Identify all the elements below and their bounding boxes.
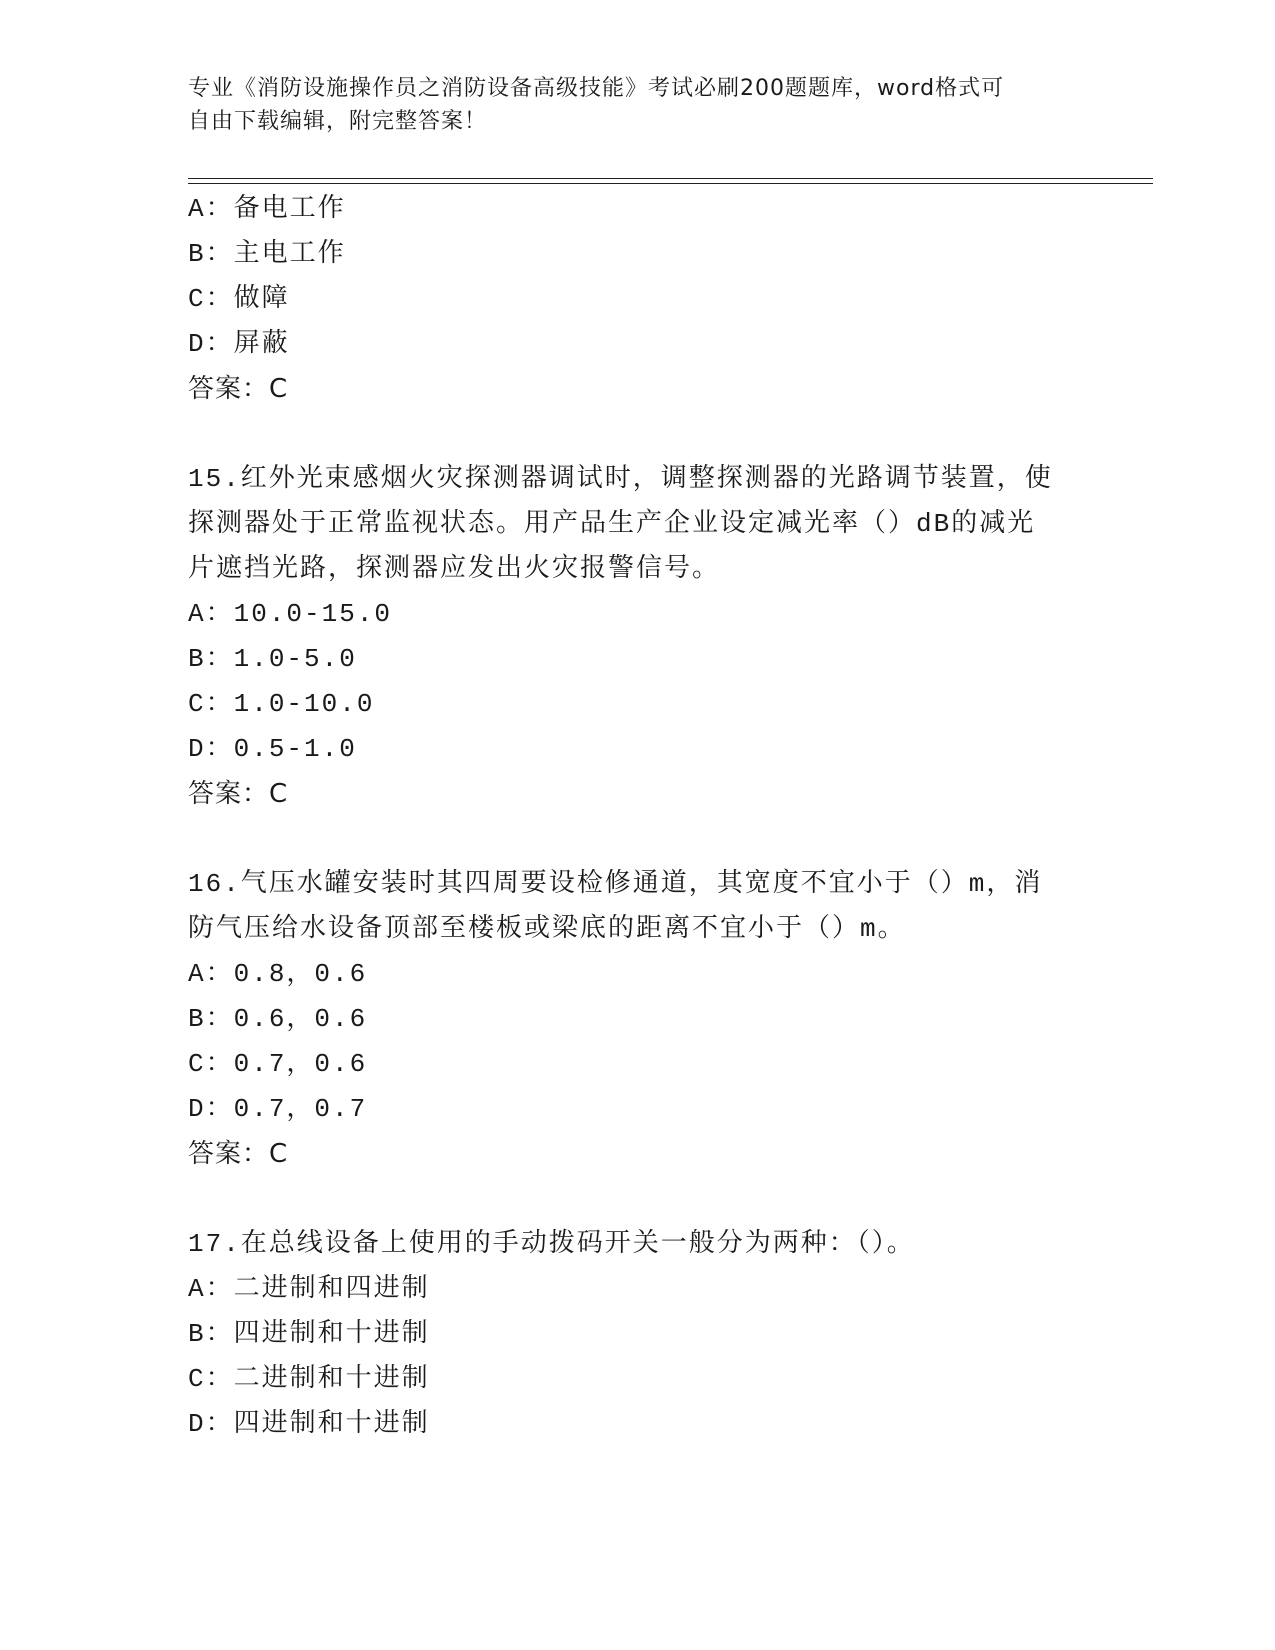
q16-option-d-text: 0.7，0.7 [233,1094,368,1124]
q16-option-b-text: 0.6，0.6 [233,1004,368,1034]
q15-stem-line-3: 片遮挡光路，探测器应发出火灾报警信号。 [188,554,721,584]
q17-option-b-letter: B： [188,1319,234,1349]
q15-option-d [188,732,357,766]
q16-option-d [188,1092,367,1126]
q15-option-c [188,687,374,721]
q16-option-c-letter: C： [188,1049,234,1079]
q15-option-a-letter: A： [188,599,234,629]
q17-stem-line-1: 17.在总线设备上使用的手动拨码开关一般分为两种：（）。 [188,1229,915,1259]
q15-option-b-text: 1.0-5.0 [233,644,357,674]
q17-option-a [188,1272,430,1306]
q17-option-b [188,1317,430,1351]
q15-option-a [188,597,392,631]
q14-option-b [188,237,346,271]
q16-option-c-text: 0.7，0.6 [233,1049,368,1079]
header-line-1: 专业《消防设施操作员之消防设备高级技能》考试必刷200题题库，word格式可 [188,76,1005,101]
q15-option-c-letter: C： [188,689,234,719]
q15-option-c-text: 1.0-10.0 [233,689,375,719]
q16-stem-line-2: 防气压给水设备顶部至楼板或梁底的距离不宜小于（）m。 [188,914,906,944]
q16-stem-line-1: 16.气压水罐安装时其四周要设检修通道，其宽度不宜小于（）m，消 [188,869,1043,899]
q15-option-b [188,642,357,676]
q14-option-d [188,327,290,361]
q16-option-c [188,1047,367,1081]
q16-option-a [188,957,367,991]
q17-option-a-letter: A： [188,1274,234,1304]
q16-option-b-letter: B： [188,1004,234,1034]
q17-option-c [188,1362,430,1396]
q16-option-a-text: 0.8，0.6 [233,959,368,989]
q14-option-a [188,192,346,226]
q15-option-b-letter: B： [188,644,234,674]
q17-option-c-letter: C： [188,1364,234,1394]
q14-answer: 答案：C [188,374,289,404]
q14-option-a-text: 备电工作 [233,194,346,224]
q17-option-d-text: 四进制和十进制 [233,1409,430,1439]
header-line-2: 自由下载编辑，附完整答案！ [188,109,488,134]
q15-answer: 答案：C [188,779,289,809]
q14-option-b-letter: B： [188,239,234,269]
q15-stem-line-1: 15.红外光束感烟火灾探测器调试时，调整探测器的光路调节装置，使 [188,464,1053,494]
q17-option-d-letter: D： [188,1409,234,1439]
header-divider-top [188,178,1153,179]
q16-option-a-letter: A： [188,959,234,989]
q14-option-c-text: 做障 [233,284,290,314]
q16-answer: 答案：C [188,1139,289,1169]
q14-option-d-letter: D： [188,329,234,359]
q15-stem-line-2: 探测器处于正常监视状态。用产品生产企业设定减光率（）dB的减光 [188,509,1036,539]
q17-option-c-text: 二进制和十进制 [233,1364,430,1394]
q16-option-d-letter: D： [188,1094,234,1124]
q15-option-a-text: 10.0-15.0 [233,599,393,629]
header-divider-bottom [188,183,1153,184]
q15-option-d-letter: D： [188,734,234,764]
q17-option-a-text: 二进制和四进制 [233,1274,430,1304]
q14-option-c-letter: C： [188,284,234,314]
q17-option-b-text: 四进制和十进制 [233,1319,430,1349]
q16-option-b [188,1002,367,1036]
q14-option-d-text: 屏蔽 [233,329,290,359]
document-header [188,72,1068,138]
q17-option-d [188,1407,430,1441]
q14-option-a-letter: A： [188,194,234,224]
q15-option-d-text: 0.5-1.0 [233,734,357,764]
q14-option-c [188,282,290,316]
q14-option-b-text: 主电工作 [233,239,346,269]
